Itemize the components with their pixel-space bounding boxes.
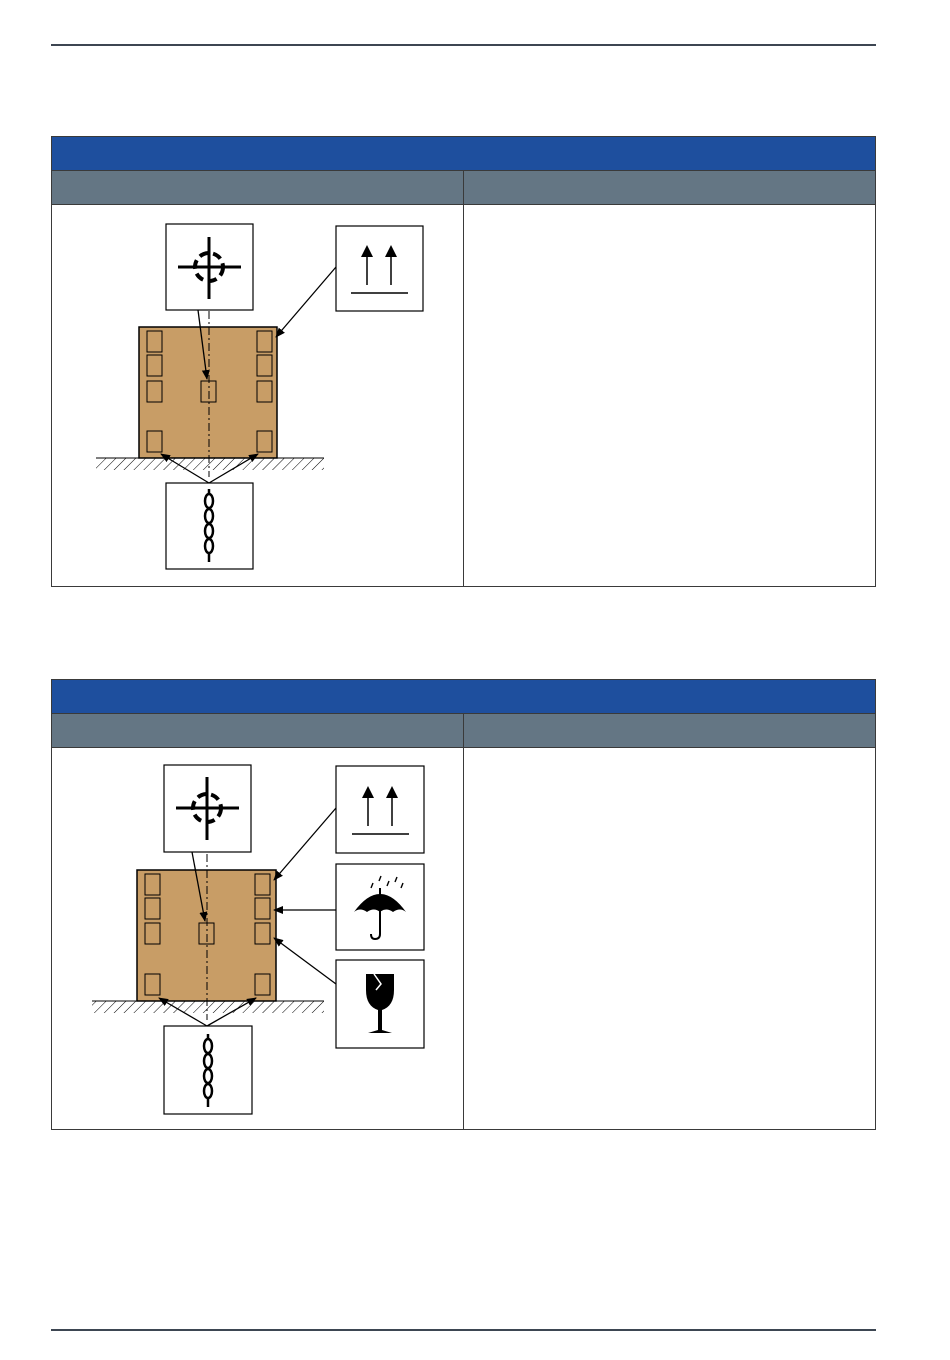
center-of-gravity-icon [164, 765, 251, 852]
header-cell-left [52, 171, 463, 204]
shipping-crate [137, 854, 276, 1020]
table-header-row [52, 713, 875, 748]
center-of-gravity-icon [166, 224, 253, 310]
header-rule [51, 44, 876, 46]
table-body-row [52, 748, 875, 1130]
table-title-bar [52, 137, 875, 170]
ground-hatch [92, 1001, 324, 1013]
lashing-point-chain-icon [164, 1026, 252, 1114]
header-cell-right [463, 171, 875, 204]
packaging-figure [52, 748, 463, 1130]
header-cell-right [463, 714, 875, 747]
this-way-up-icon [336, 226, 423, 311]
packaging-table-2 [51, 679, 876, 1130]
table-title-bar [52, 680, 875, 713]
footer-rule [51, 1329, 876, 1331]
figure-cell [52, 205, 463, 587]
description-cell [463, 205, 875, 587]
lashing-point-chain-icon [166, 483, 253, 569]
table-body-row [52, 205, 875, 587]
description-cell [463, 748, 875, 1130]
header-cell-left [52, 714, 463, 747]
shipping-crate [139, 311, 277, 477]
table-header-row [52, 170, 875, 205]
keep-dry-umbrella-icon [336, 864, 424, 950]
figure-cell [52, 748, 463, 1130]
fragile-glass-icon [336, 960, 424, 1048]
packaging-table-1 [51, 136, 876, 587]
this-way-up-icon [336, 766, 424, 853]
packaging-figure [52, 205, 463, 587]
ground-hatch [96, 458, 324, 470]
